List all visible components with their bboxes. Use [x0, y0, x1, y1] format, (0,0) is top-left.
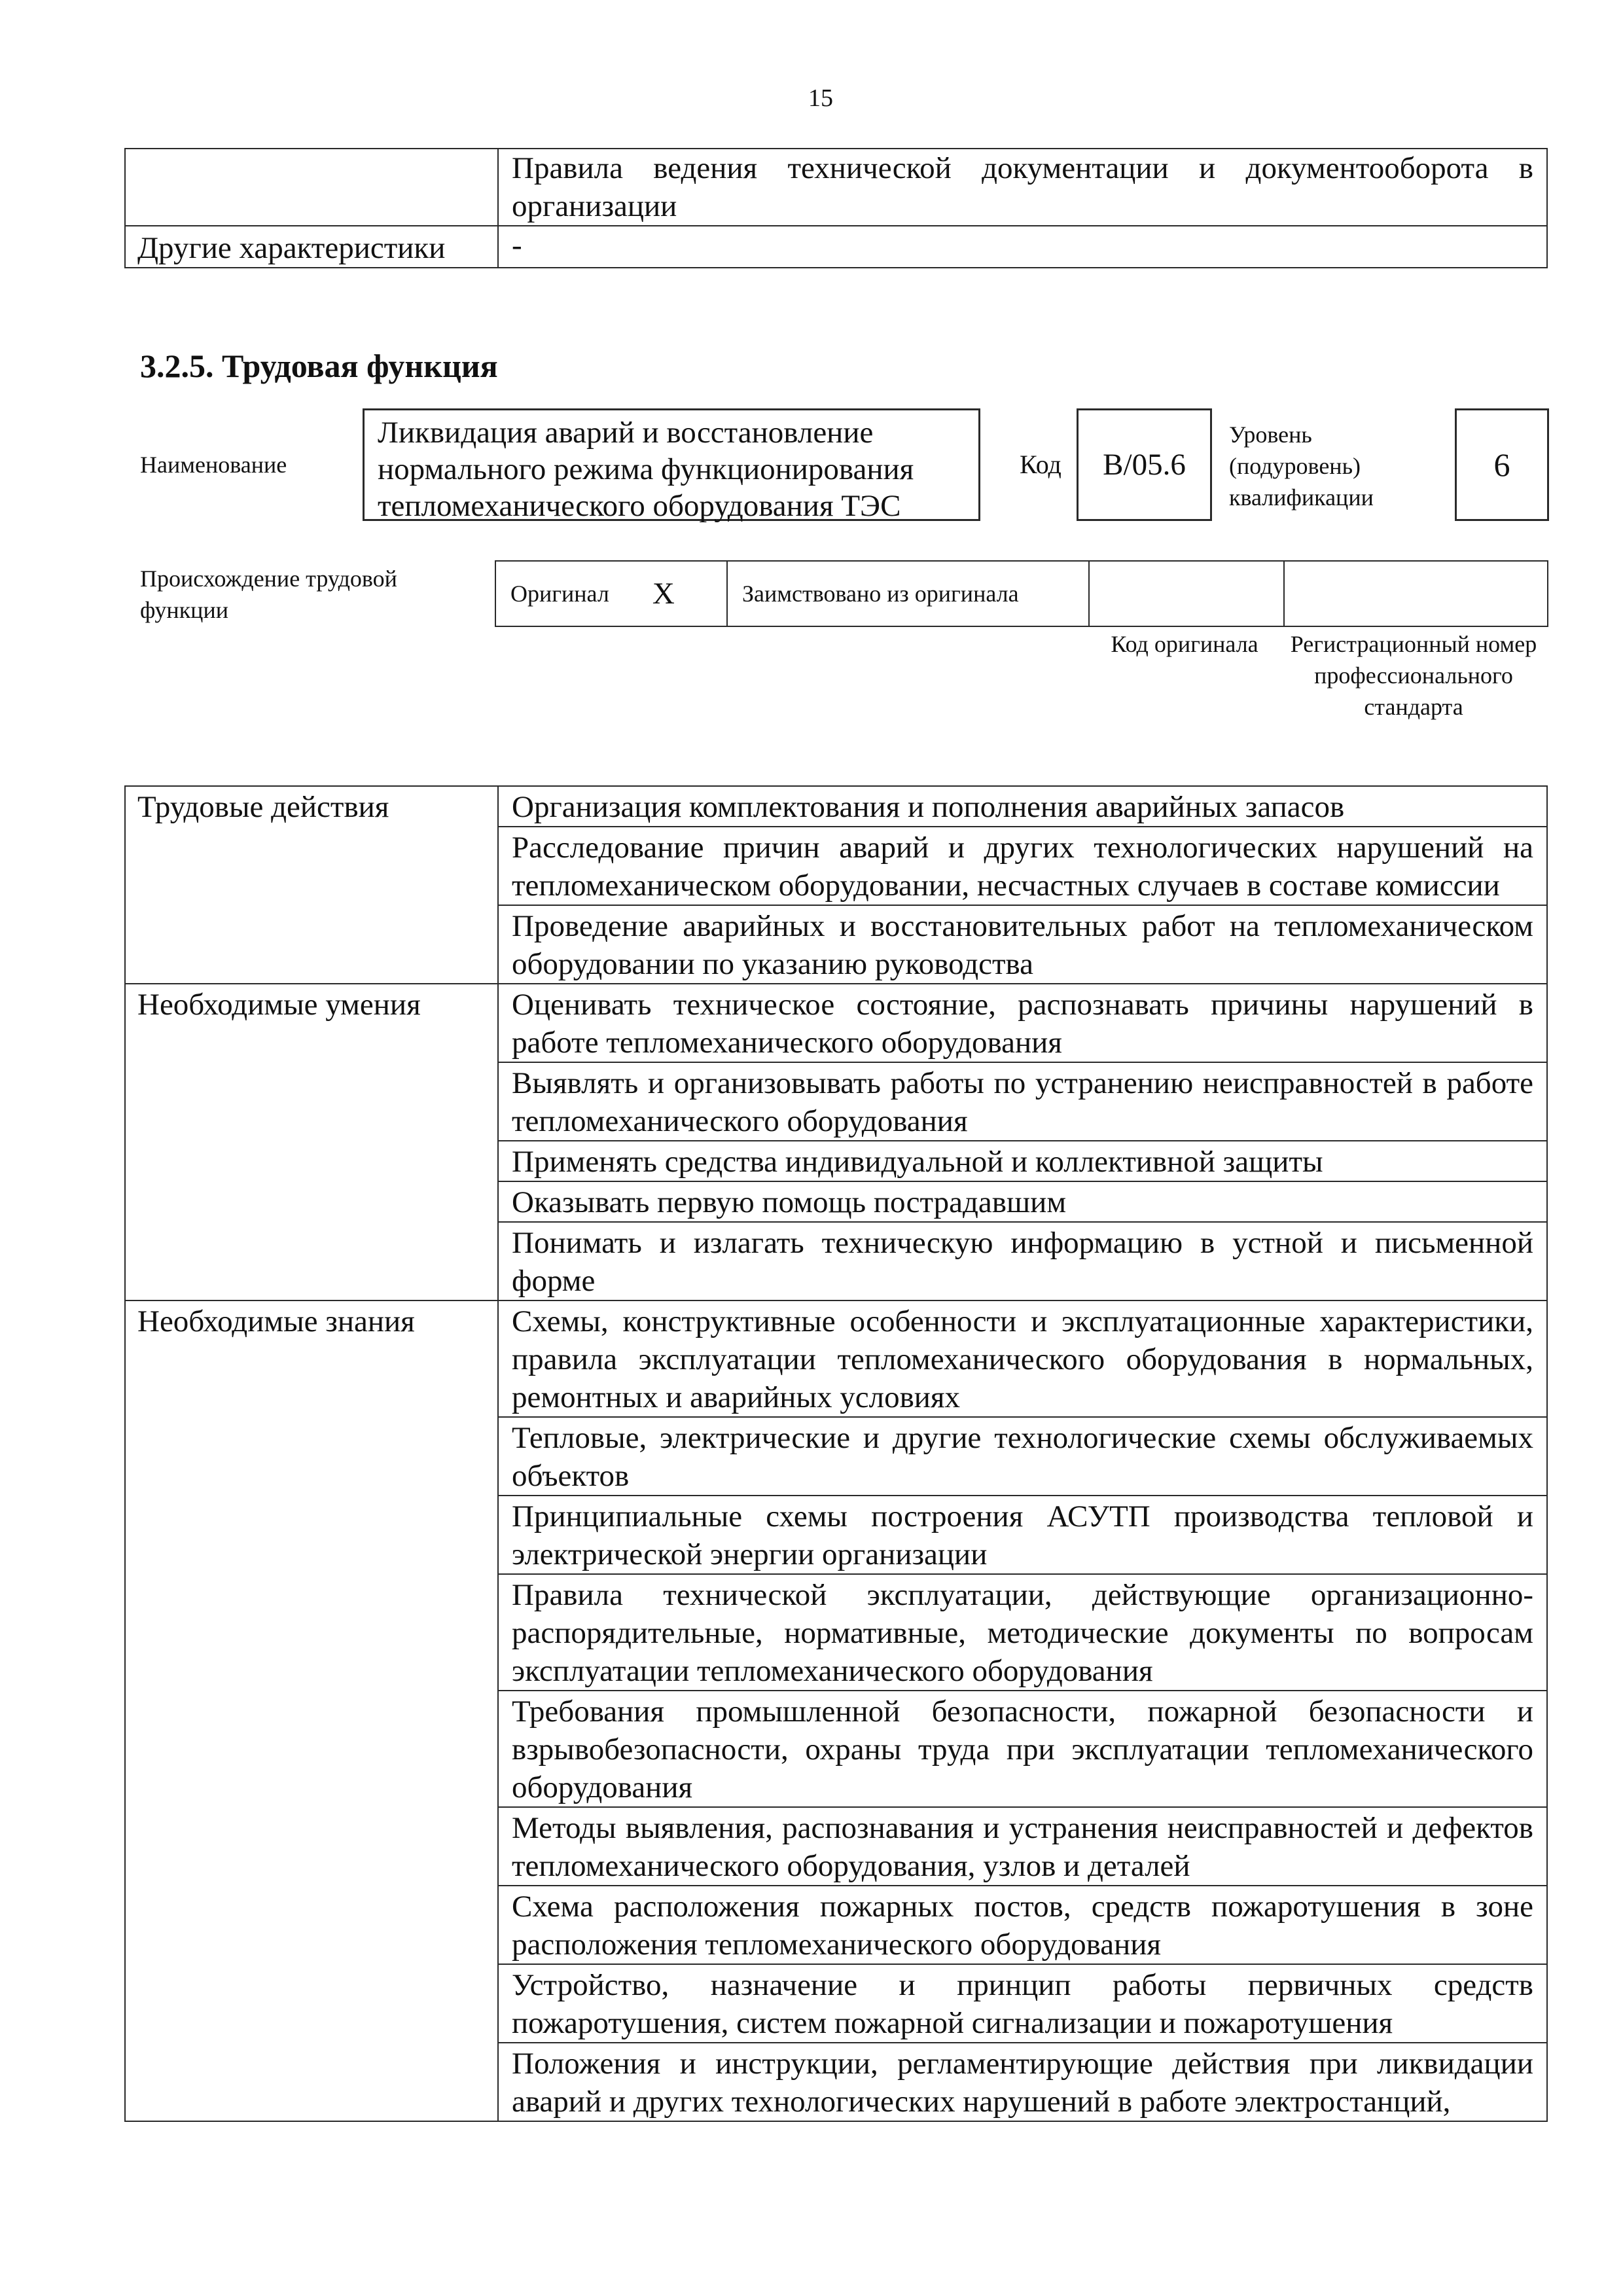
function-details-table	[124, 785, 1548, 2122]
list-item: Устройство, назначение и принцип работы первичных средств пожаротушения, систем пожарной сигнализации и пожаротушения	[498, 1964, 1547, 2043]
table-row	[125, 984, 1547, 1062]
section-title: 3.2.5. Трудовая функция	[140, 348, 498, 384]
row-label: Другие характеристики	[125, 226, 498, 268]
list-item: Выявлять и организовывать работы по устранению неисправностей в работе тепломеханического оборудования	[498, 1062, 1547, 1141]
section-label: Трудовые действия	[125, 786, 498, 984]
level-label-line: квалификации	[1229, 484, 1374, 511]
borrowed-label: Заимствовано из оригинала	[728, 562, 1090, 626]
list-item: Проведение аварийных и восстановительных работ на тепломеханическом оборудовании по указанию руководства	[498, 905, 1547, 984]
continuation-table	[124, 148, 1548, 268]
list-item: Методы выявления, распознавания и устранения неисправностей и дефектов тепломеханического оборудования, узлов и деталей	[498, 1807, 1547, 1886]
registration-number-caption: Регистрационный номер профессионального стандарта	[1290, 631, 1537, 720]
page-number: 15	[808, 84, 833, 112]
level-label-line: (подуровень)	[1229, 453, 1361, 479]
original-code-caption: Код оригинала	[1111, 631, 1258, 657]
level-label-line: Уровень	[1229, 422, 1312, 448]
qualification-level-label	[1229, 419, 1374, 513]
name-label: Наименование	[140, 452, 287, 478]
list-item: Оказывать первую помощь пострадавшим	[498, 1181, 1547, 1222]
table-row	[125, 1300, 1547, 1417]
origin-label: Происхождение трудовой функции	[140, 565, 397, 623]
original-cell	[496, 562, 728, 626]
qualification-level-box: 6	[1455, 408, 1549, 521]
row-value: Правила ведения технической документации и документооборота в организации	[498, 149, 1547, 226]
list-item: Схема расположения пожарных постов, средств пожаротушения в зоне расположения тепломеханического оборудования	[498, 1886, 1547, 1964]
row-value: -	[498, 226, 1547, 268]
list-item: Требования промышленной безопасности, пожарной безопасности и взрывобезопасности, охраны труда при эксплуатации тепломеханического оборудования	[498, 1691, 1547, 1807]
section-label: Необходимые умения	[125, 984, 498, 1300]
row-label	[125, 149, 498, 226]
function-name-box: Ликвидация аварий и восстановление нормального режима функционирования тепломеханического оборудования ТЭС	[363, 408, 980, 521]
original-mark: X	[652, 577, 675, 611]
section-label: Необходимые знания	[125, 1300, 498, 2121]
list-item: Применять средства индивидуальной и коллективной защиты	[498, 1141, 1547, 1181]
table-row	[125, 226, 1547, 268]
origin-row	[495, 560, 1548, 627]
list-item: Понимать и излагать техническую информацию в устной и письменной форме	[498, 1222, 1547, 1300]
list-item: Правила технической эксплуатации, действующие организационно-распорядительные, нормативные, методические документы по вопросам эксплуатации тепломеханического оборудования	[498, 1574, 1547, 1691]
list-item: Тепловые, электрические и другие технологические схемы обслуживаемых объектов	[498, 1417, 1547, 1496]
list-item: Схемы, конструктивные особенности и эксплуатационные характеристики, правила эксплуатации тепломеханического оборудования в нормальных, ремонтных и аварийных условиях	[498, 1300, 1547, 1417]
list-item: Принципиальные схемы построения АСУТП производства тепловой и электрической энергии организации	[498, 1496, 1547, 1574]
list-item: Оценивать техническое состояние, распознавать причины нарушений в работе тепломеханического оборудования	[498, 984, 1547, 1062]
table-row	[125, 786, 1547, 827]
table-row	[125, 149, 1547, 226]
code-box: B/05.6	[1077, 408, 1212, 521]
list-item: Организация комплектования и пополнения аварийных запасов	[498, 786, 1547, 827]
list-item: Положения и инструкции, регламентирующие действия при ликвидации аварий и других технологических нарушений в работе электростанций,	[498, 2043, 1547, 2121]
original-label: Оригинал	[510, 581, 609, 607]
registration-number-cell	[1285, 562, 1547, 626]
list-item: Расследование причин аварий и других технологических нарушений на тепломеханическом оборудовании, несчастных случаев в составе комиссии	[498, 827, 1547, 905]
original-code-cell	[1090, 562, 1285, 626]
code-label: Код	[1020, 450, 1061, 479]
